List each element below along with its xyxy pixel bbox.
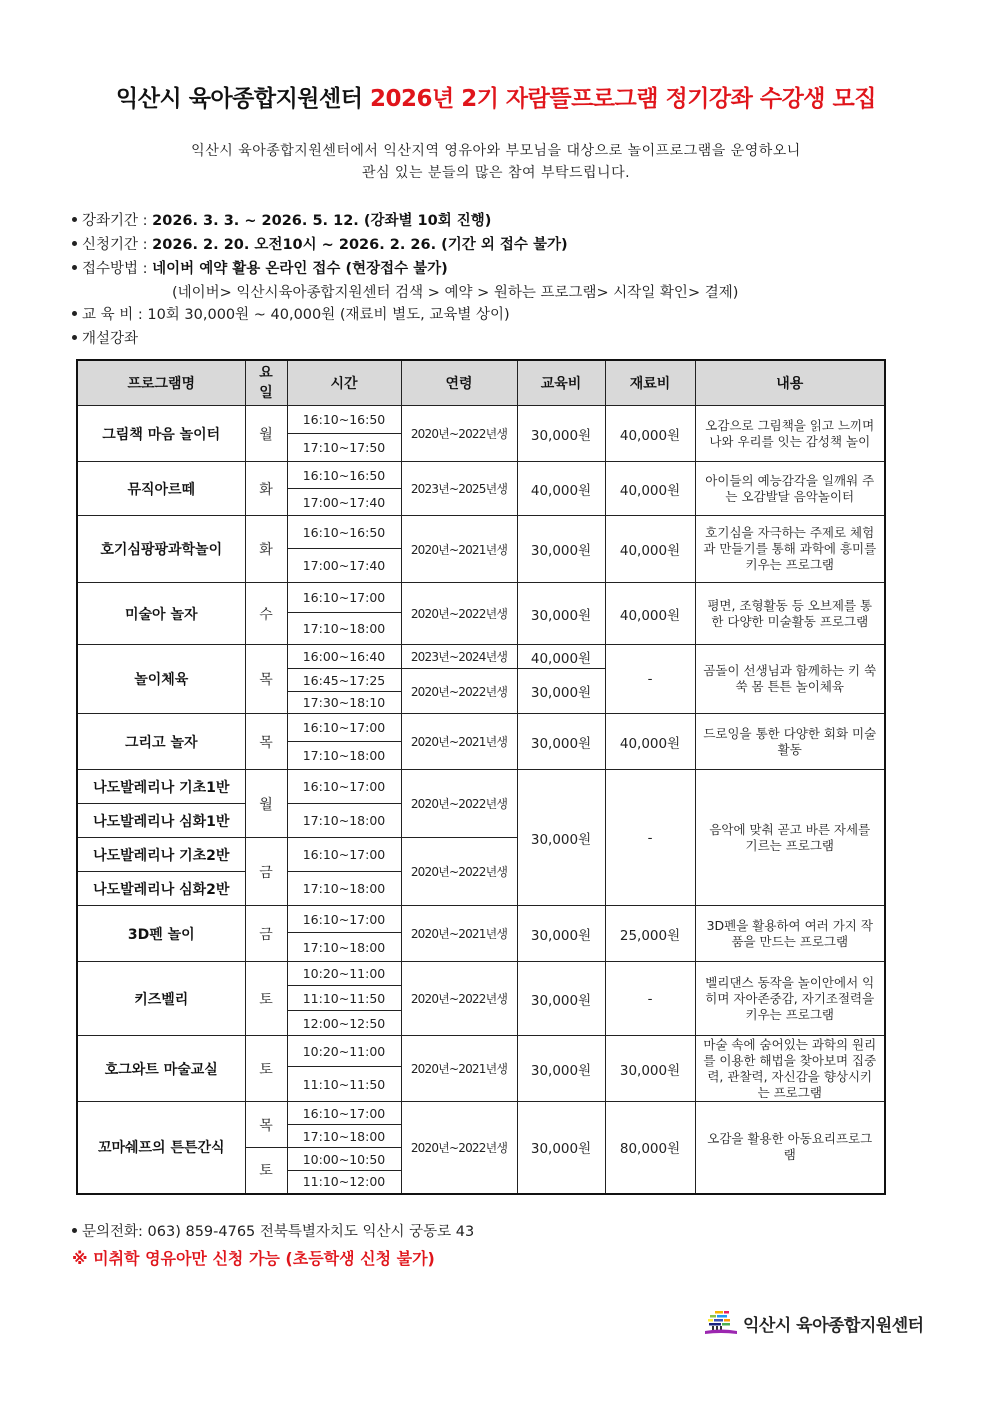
bullet-icon	[72, 1228, 77, 1233]
table-row: 놀이체육 목 16:00~16:40 2023년~2024년생 40,000원 - 곰돌이 선생님과 함께하는 키 쑥쑥 몸 튼튼 놀이체육	[77, 645, 885, 669]
title-black: 익산시 육아종합지원센터	[116, 86, 370, 112]
contact-info: 문의전화: 063) 859-4765 전북특별자치도 익산시 궁동로 43	[72, 1220, 474, 1241]
table-row: 나도발레리나 기초1반 월 16:10~17:00 2020년~2022년생 30,000원 - 음악에 맞춰 곧고 바른 자세를 기르는 프로그램	[77, 770, 885, 804]
table-row: 나도발레리나 심화1반 17:10~18:00	[77, 804, 885, 838]
page-title	[0, 80, 992, 113]
table-row: 호그와트 마술교실 토 10:20~11:00 2020년~2021년생 30,000원 30,000원 마술 속에 숨어있는 과학의 원리를 이용한 해법을 찾아보며 집중력, 관찰력, 자신감을 향상시키는 프로그램	[77, 1036, 885, 1067]
table-header-row	[77, 360, 885, 406]
table-row: 17:10~18:00	[77, 742, 885, 770]
bullet-icon	[72, 217, 77, 222]
center-logo	[705, 1310, 924, 1336]
header-fee: 교육비	[517, 360, 605, 406]
eligibility-notice: ※ 미취학 영유아만 신청 가능 (초등학생 신청 불가)	[72, 1249, 435, 1268]
header-time: 시간	[287, 360, 401, 406]
table-row: 3D펜 놀이 금 16:10~17:00 2020년~2021년생 30,000원 25,000원 3D펜을 활용하여 여러 가지 작품을 만드는 프로그램	[77, 906, 885, 933]
table-row: 11:10~11:50	[77, 1067, 885, 1102]
header-age: 연령	[401, 360, 517, 406]
table-row: 그리고 놀자 목 16:10~17:00 2020년~2021년생 30,000원 40,000원 드로잉을 통한 다양한 회화 미술활동	[77, 714, 885, 742]
info-method-detail: (네이버> 익산시육아종합지원센터 검색 > 예약 > 원하는 프로그램> 시작일 확인> 결제)	[172, 285, 739, 301]
table-row: 미술아 놀자 수 16:10~17:00 2020년~2022년생 30,000원 40,000원 평면, 조형활동 등 오브제를 통한 다양한 미술활동 프로그램	[77, 583, 885, 613]
info-courses: 개설강좌	[72, 327, 138, 348]
table-row: 12:00~12:50	[77, 1011, 885, 1036]
info-method: 접수방법 : 네이버 예약 활용 온라인 접수 (현장접수 불가)	[72, 257, 448, 278]
header-program: 프로그램명	[77, 360, 245, 406]
table-row: 11:10~12:00	[77, 1171, 885, 1194]
header-day: 요일	[245, 360, 287, 406]
table-row: 17:00~17:40	[77, 549, 885, 583]
table-row: 꼬마쉐프의 튼튼간식 목 16:10~17:00 2020년~2022년생 30,000원 80,000원 오감을 활용한 아동요리프로그램	[77, 1102, 885, 1125]
table-row: 17:10~18:00	[77, 613, 885, 645]
logo-text: 익산시 육아종합지원센터	[743, 1315, 924, 1336]
course-table	[76, 359, 886, 1195]
info-fee: 교 육 비 : 10회 30,000원 ~ 40,000원 (재료비 별도, 교육별 상이)	[72, 303, 510, 324]
table-row: 17:00~17:40	[77, 489, 885, 516]
table-row: 키즈벨리 토 10:20~11:00 2020년~2022년생 30,000원 - 벨리댄스 동작을 놀이안에서 익히며 자아존중감, 자기조절력을 키우는 프로그램	[77, 962, 885, 986]
header-desc: 내용	[695, 360, 885, 406]
bullet-icon	[72, 311, 77, 316]
table-row: 그림책 마음 놀이터 월 16:10~16:50 2020년~2022년생 30,000원 40,000원 오감으로 그림책을 읽고 느끼며 나와 우리를 잇는 감성책 놀이	[77, 406, 885, 434]
table-row: 호기심팡팡과학놀이 화 16:10~16:50 2020년~2021년생 30,000원 40,000원 호기심을 자극하는 주제로 체험과 만들기를 통해 과학에 흥미를 키우는 프로그램	[77, 516, 885, 549]
bullet-icon	[72, 241, 77, 246]
logo-icon	[705, 1310, 737, 1336]
table-row: 17:10~17:50	[77, 434, 885, 462]
table-row: 나도발레리나 기초2반 금 16:10~17:00 2020년~2022년생	[77, 838, 885, 872]
info-period: 강좌기간 : 2026. 3. 3. ~ 2026. 5. 12. (강좌별 10회 진행)	[72, 209, 491, 230]
table-row: 17:10~18:00	[77, 1125, 885, 1148]
intro-line-1: 익산시 육아종합지원센터에서 익산지역 영유아와 부모님을 대상으로 놀이프로그램을 운영하오니	[191, 143, 801, 159]
title-red: 2026년 2기 자람뜰프로그램 정기강좌 수강생 모집	[369, 86, 876, 112]
intro-line-2: 관심 있는 분들의 많은 참여 부탁드립니다.	[361, 165, 631, 181]
table-row: 17:30~18:10	[77, 692, 885, 714]
table-row: 11:10~11:50	[77, 986, 885, 1011]
table-row: 뮤직아르떼 화 16:10~16:50 2023년~2025년생 40,000원 40,000원 아이들의 예능감각을 일깨워 주는 오감발달 음악놀이터	[77, 462, 885, 489]
table-row: 나도발레리나 심화2반 17:10~18:00	[77, 872, 885, 906]
table-row: 17:10~18:00	[77, 933, 885, 962]
info-apply: 신청기간 : 2026. 2. 20. 오전10시 ~ 2026. 2. 26. (기간 외 접수 불가)	[72, 233, 568, 254]
bullet-icon	[72, 265, 77, 270]
table-row: 토 10:00~10:50	[77, 1148, 885, 1171]
bullet-icon	[72, 335, 77, 340]
header-material: 재료비	[605, 360, 695, 406]
table-row: 16:45~17:25 2020년~2022년생 30,000원	[77, 669, 885, 692]
